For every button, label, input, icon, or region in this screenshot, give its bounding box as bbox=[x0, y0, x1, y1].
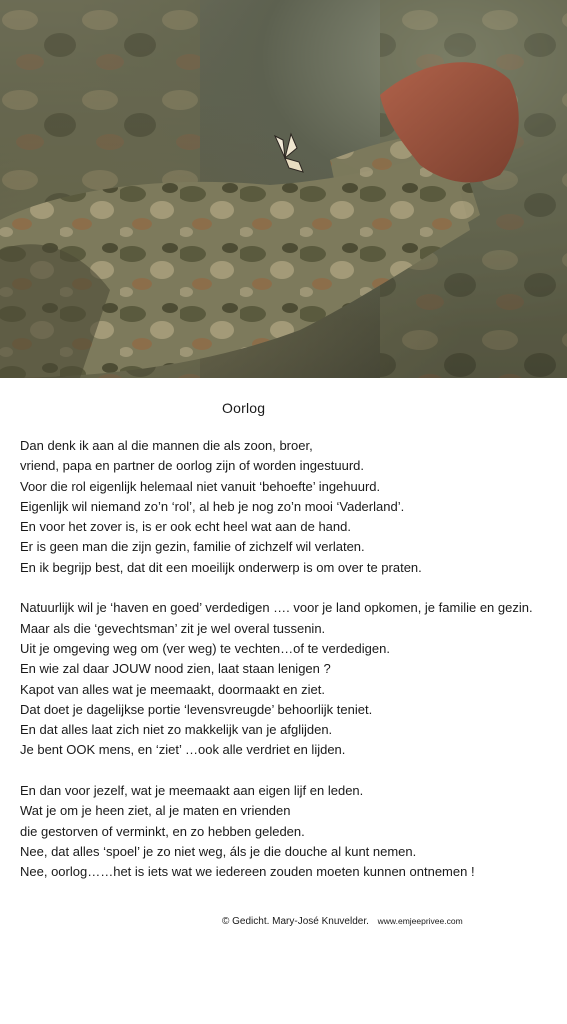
poem-line: die gestorven of verminkt, en zo hebben geleden. bbox=[20, 823, 305, 839]
copyright-text: © Gedicht. Mary-José Knuvelder. bbox=[222, 916, 369, 927]
poem-line: Maar als die ‘gevechtsman’ zit je wel overal tussenin. bbox=[20, 620, 326, 636]
poem-line: En wie zal daar JOUW nood zien, laat staan lenigen ? bbox=[20, 661, 331, 677]
stanza-1 bbox=[20, 436, 560, 578]
poem-line: Eigenlijk wil niemand zo’n ‘rol’, al heb je nog zo’n mooi ‘Vaderland’. bbox=[20, 498, 405, 514]
poem-line: En dat alles laat zich niet zo makkelijk van je afglijden. bbox=[20, 722, 333, 738]
soldier-arm-butterfly-image bbox=[0, 0, 567, 378]
poem-line: En dan voor jezelf, wat je meemaakt aan eigen lijf en leden. bbox=[20, 783, 364, 799]
poem-line: Dat doet je dagelijkse portie ‘levensvreugde’ behoorlijk teniet. bbox=[20, 701, 373, 717]
stanza-3 bbox=[20, 781, 560, 882]
poem-line: Voor die rol eigenlijk helemaal niet vanuit ‘behoefte’ ingehuurd. bbox=[20, 478, 381, 494]
poem-line: Dan denk ik aan al die mannen die als zoon, broer, bbox=[20, 438, 313, 453]
poem-body bbox=[20, 436, 560, 903]
butterfly-icon bbox=[275, 134, 303, 172]
poem-line: Je bent OOK mens, en ‘ziet’ …ook alle verdriet en lijden. bbox=[20, 742, 346, 758]
poem-line: En ik begrijp best, dat dit een moeilijk onderwerp is om over te praten. bbox=[20, 559, 422, 575]
poem-line: vriend, papa en partner de oorlog zijn of worden ingestuurd. bbox=[20, 458, 364, 474]
poem-title: Oorlog bbox=[222, 400, 266, 416]
poem-line: Wat je om je heen ziet, al je maten en vrienden bbox=[20, 803, 291, 819]
stanza-2 bbox=[20, 598, 560, 760]
footer-credit bbox=[222, 916, 463, 927]
poem-line: Kapot van alles wat je meemaakt, doormaakt en ziet. bbox=[20, 681, 325, 697]
website-link[interactable]: www.emjeeprivee.com bbox=[377, 916, 463, 926]
poem-line: Er is geen man die zijn gezin, familie of zichzelf wil verlaten. bbox=[20, 539, 365, 555]
header-photo bbox=[0, 0, 567, 378]
poem-line: Nee, dat alles ‘spoel’ je zo niet weg, áls je die douche al kunt nemen. bbox=[20, 843, 417, 859]
poem-line: Nee, oorlog……het is iets wat we iedereen zouden moeten kunnen ontnemen ! bbox=[20, 864, 475, 880]
poem-line: Natuurlijk wil je ‘haven en goed’ verdedigen …. voor je land opkomen, je familie en gezin. bbox=[20, 600, 533, 616]
poem-line: Uit je omgeving weg om (ver weg) te vechten…of te verdedigen. bbox=[20, 640, 390, 656]
poem-line: En voor het zover is, is er ook echt heel wat aan de hand. bbox=[20, 519, 351, 535]
